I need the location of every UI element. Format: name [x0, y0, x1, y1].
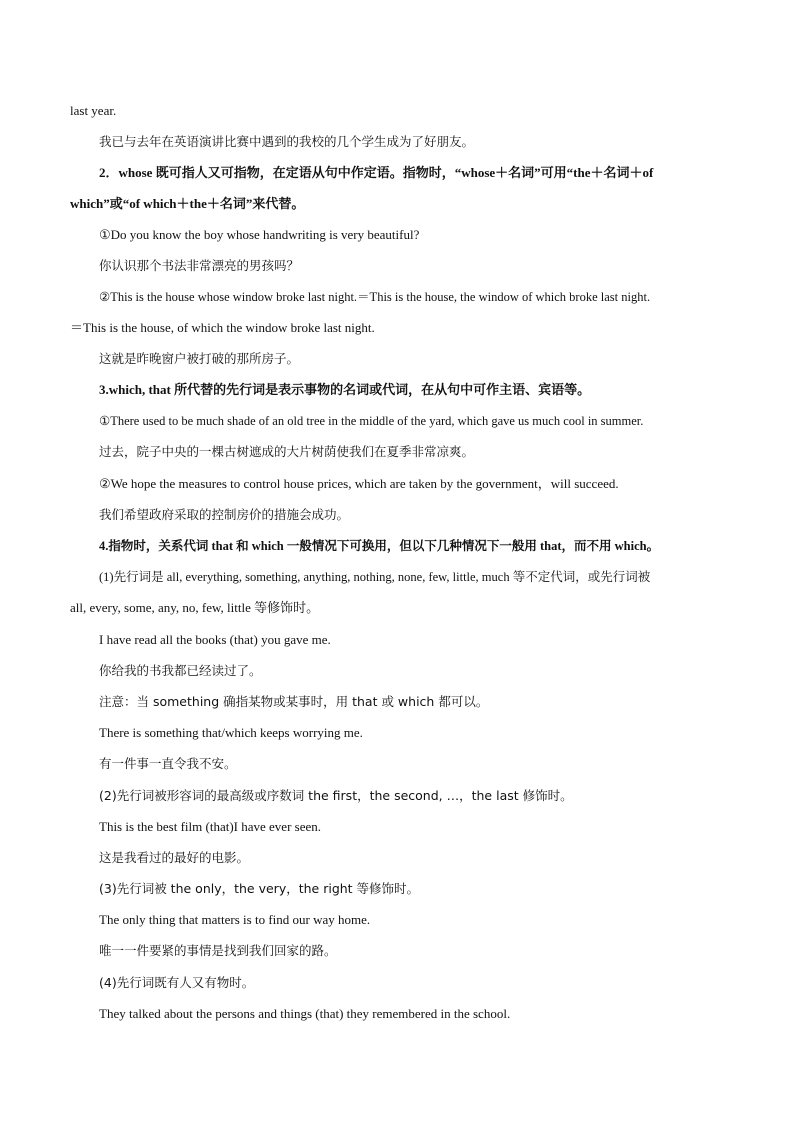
translation: 这是我看过的最好的电影。	[99, 850, 250, 865]
section-heading: 4.指物时，关系代词 that 和 which 一般情况下可换用，但以下几种情况下一般用 that，而不用 which。	[99, 539, 660, 553]
rule-text: (4)先行词既有人又有物时。	[99, 975, 255, 990]
text-line: 我已与去年在英语演讲比赛中遇到的我校的几个学生成为了好朋友。	[99, 134, 475, 149]
translation: 过去，院子中央的一棵古树遮成的大片树荫使我们在夏季非常凉爽。	[99, 444, 475, 459]
section-heading: 3.which, that 所代替的先行词是表示事物的名词或代词，在从句中可作主语、宾语等。	[99, 382, 591, 397]
translation: 这就是昨晚窗户被打破的那所房子。	[99, 351, 300, 366]
example-sentence: ②This is the house whose window broke last night.＝This is the house, the window of which broke last night.	[99, 290, 651, 304]
note-text: 注意：当 something 确指某物或某事时，用 that 或 which 都可以。	[99, 694, 489, 709]
example-sentence: This is the best film (that)I have ever seen.	[99, 819, 322, 834]
translation: 你给我的书我都已经读过了。	[99, 663, 262, 678]
rule-text: (1)先行词是 all, everything, something, anything, nothing, none, few, little, much 等不定代词，或先行词被	[99, 570, 651, 584]
section-heading: 2．whose 既可指人又可指物，在定语从句中作定语。指物时，“whose＋名词”可用“the＋名词＋of	[99, 165, 654, 180]
example-sentence: ①Do you know the boy whose handwriting is very beautiful?	[99, 227, 420, 242]
example-sentence: There is something that/which keeps worrying me.	[99, 725, 363, 740]
example-sentence: The only thing that matters is to find our way home.	[99, 912, 371, 927]
rule-text: (2)先行词被形容词的最高级或序数词 the first，the second, …，the last 修饰时。	[99, 788, 573, 803]
rule-text: (3)先行词被 the only，the very，the right 等修饰时。	[99, 881, 420, 896]
example-sentence: ①There used to be much shade of an old tree in the middle of the yard, which gave us much cool in summer.	[99, 414, 644, 428]
rule-text: all, every, some, any, no, few, little 等修饰时。	[70, 600, 320, 615]
translation: 有一件事一直令我不安。	[99, 756, 237, 771]
text-line: last year.	[70, 103, 117, 118]
example-sentence: I have read all the books (that) you gave me.	[99, 632, 331, 647]
example-sentence: ＝This is the house, of which the window broke last night.	[70, 320, 375, 335]
section-heading: which”或“of which＋the＋名词”来代替。	[70, 196, 305, 211]
translation: 你认识那个书法非常漂亮的男孩吗？	[99, 258, 300, 273]
translation: 唯一一件要紧的事情是找到我们回家的路。	[99, 943, 337, 958]
translation: 我们希望政府采取的控制房价的措施会成功。	[99, 507, 350, 522]
example-sentence: They talked about the persons and things (that) they remembered in the school.	[99, 1006, 511, 1021]
example-sentence: ②We hope the measures to control house prices, which are taken by the government，will succeed.	[99, 476, 619, 491]
